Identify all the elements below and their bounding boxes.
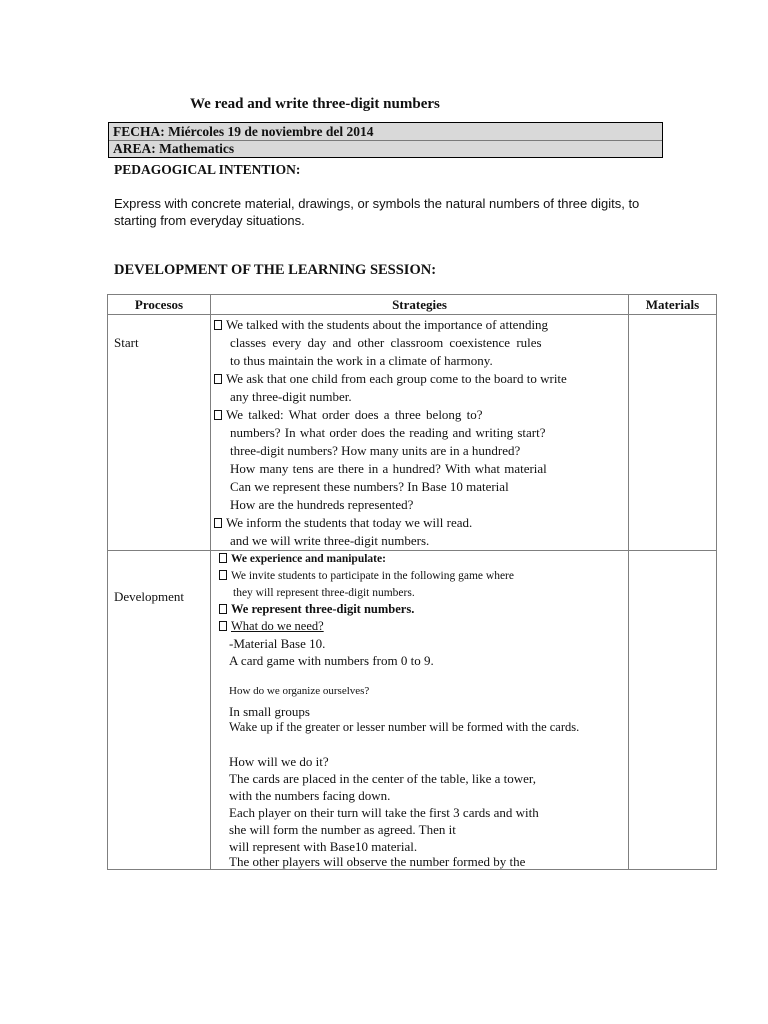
session-table (107, 294, 717, 870)
checkbox-bullet-icon (214, 518, 222, 528)
process-cell-development (108, 551, 211, 870)
strategy-line: numbers? In what order does the reading and writing start? (230, 425, 546, 440)
process-label-development: Development (114, 589, 185, 604)
table-header-row (108, 295, 717, 315)
materials-cell-start (629, 315, 717, 551)
checkbox-bullet-icon (214, 410, 222, 420)
table-row-start (108, 315, 717, 551)
strategy-line: We ask that one child from each group come to the board to write (214, 371, 567, 386)
pedagogical-intention-label: PEDAGOGICAL INTENTION: (114, 162, 301, 177)
header-box (108, 122, 663, 158)
strategy-line: We experience and manipulate: (219, 552, 386, 567)
strategy-line: they will represent three-digit numbers. (233, 587, 415, 599)
checkbox-bullet-icon (219, 570, 227, 580)
strategy-line: three-digit numbers? How many units are in a hundred? (230, 443, 521, 458)
strategy-line: any three-digit number. (230, 389, 352, 404)
strategy-line: We inform the students that today we will read. (214, 515, 472, 530)
strategy-line: We talked with the students about the importance of attending (214, 317, 548, 332)
strategy-line: she will form the number as agreed. Then it (229, 822, 456, 837)
checkbox-bullet-icon (214, 374, 222, 384)
process-label-start: Start (114, 335, 139, 350)
strategy-line: What do we need? (219, 619, 324, 634)
strategy-line: In small groups (229, 704, 310, 719)
strategy-line: How many tens are there in a hundred? With what material (230, 461, 547, 476)
document-title: We read and write three-digit numbers (190, 96, 440, 112)
strategy-line: -Material Base 10. (229, 636, 326, 651)
strategy-line: The other players will observe the number formed by the (229, 854, 526, 869)
strategy-line: Can we represent these numbers? In Base 10 material (230, 479, 509, 494)
strategy-line: A card game with numbers from 0 to 9. (229, 653, 434, 668)
table-row-development (108, 551, 717, 870)
strategy-line: How are the hundreds represented? (230, 497, 414, 512)
strategy-line: We represent three-digit numbers. (219, 602, 414, 617)
checkbox-bullet-icon (219, 604, 227, 614)
materials-cell-development (629, 551, 717, 870)
column-header-strategies: Strategies (211, 295, 629, 315)
strategy-line: We talked: What order does a three belong to? (214, 407, 483, 422)
strategy-line: The cards are placed in the center of the table, like a tower, (229, 771, 536, 786)
strategy-line: How will we do it? (229, 754, 329, 769)
strategy-line: with the numbers facing down. (229, 788, 391, 803)
checkbox-bullet-icon (214, 320, 222, 330)
session-heading: DEVELOPMENT OF THE LEARNING SESSION: (114, 262, 437, 278)
fecha-line: FECHA: Miércoles 19 de noviembre del 2014 (113, 124, 374, 139)
column-header-procesos: Procesos (108, 295, 211, 315)
column-header-materials: Materials (629, 295, 717, 315)
strategy-line: to thus maintain the work in a climate of harmony. (230, 353, 493, 368)
pedagogical-intention-text: Express with concrete material, drawings, or symbols the natural numbers of three digits, to starting from everyday situations. (114, 196, 640, 228)
strategy-line: How do we organize ourselves? (229, 685, 370, 697)
strategy-line: and we will write three-digit numbers. (230, 533, 430, 548)
strategy-line: Wake up if the greater or lesser number will be formed with the cards. (229, 720, 580, 734)
strategy-line: Each player on their turn will take the first 3 cards and with (229, 805, 539, 820)
checkbox-bullet-icon (219, 553, 227, 563)
area-line: AREA: Mathematics (113, 141, 235, 156)
process-cell-start (108, 315, 211, 551)
strategy-line: classes every day and other classroom coexistence rules (230, 335, 542, 350)
strategies-cell-development (211, 551, 629, 870)
checkbox-bullet-icon (219, 621, 227, 631)
strategy-line: We invite students to participate in the following game where (219, 569, 514, 584)
strategy-line: will represent with Base10 material. (229, 839, 418, 854)
strategies-cell-start (211, 315, 629, 551)
